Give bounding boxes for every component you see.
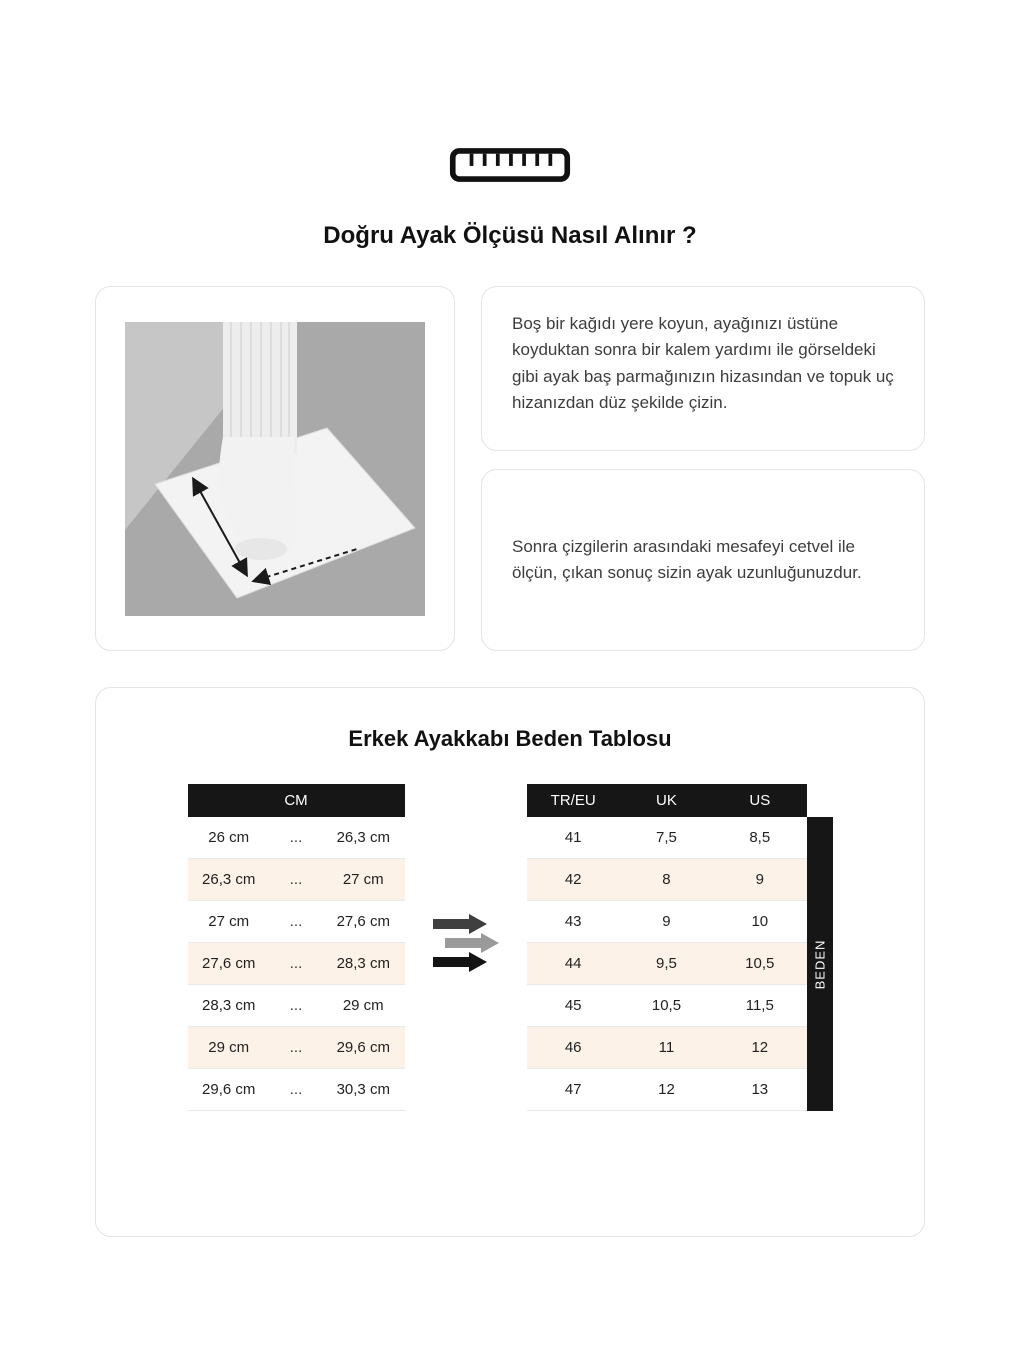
size-tr-eu: 41: [564, 829, 582, 846]
size-tr-eu: 43: [564, 913, 582, 930]
size-tr-eu: 47: [564, 1081, 582, 1098]
size-chart-card: [95, 687, 925, 1237]
international-size-group: [527, 784, 833, 1111]
header-tr-eu: TR/EU: [550, 792, 596, 809]
cm-from: 29 cm: [208, 1039, 250, 1056]
cm-to: 29,6 cm: [336, 1039, 390, 1056]
cm-to: 26,3 cm: [336, 829, 390, 846]
instruction-boxes: [481, 286, 925, 651]
cm-from: 27,6 cm: [202, 955, 256, 972]
size-uk: 12: [658, 1081, 675, 1098]
beden-side-bar: [807, 817, 833, 1111]
cm-to: 28,3 cm: [336, 955, 390, 972]
international-size-header: [527, 784, 807, 817]
instruction-step-1-text: Boş bir kağıdı yere koyun, ayağınızı üstüne koyduktan sonra bir kalem yardımı ile görseldeki gibi ayak baş parmağınızın hizasından ve topuk uç hizanızdan düz şekilde çizin.: [512, 314, 894, 413]
cm-table-row: [188, 1069, 405, 1111]
header-uk: UK: [656, 792, 677, 809]
size-table-row: [527, 901, 807, 943]
size-us: 8,5: [749, 829, 771, 846]
header-us: US: [749, 792, 771, 809]
cm-table: [188, 784, 405, 1111]
cm-table-row: [188, 817, 405, 859]
ruler-icon-wrap: [0, 0, 1020, 184]
size-uk: 9: [662, 913, 671, 930]
cm-to: 27,6 cm: [336, 913, 390, 930]
cm-table-row: [188, 985, 405, 1027]
beden-side-label: BEDEN: [812, 939, 828, 989]
cm-separator: ...: [289, 871, 303, 888]
size-table-row: [527, 817, 807, 859]
size-table-row: [527, 859, 807, 901]
cm-table-row: [188, 943, 405, 985]
cm-from: 26 cm: [208, 829, 250, 846]
cm-separator: ...: [289, 997, 303, 1014]
instruction-step-1: [481, 286, 925, 451]
cm-table-row: [188, 901, 405, 943]
size-table-row: [527, 985, 807, 1027]
instruction-step-2-text: Sonra çizgilerin arasındaki mesafeyi cetvel ile ölçün, çıkan sonuç sizin ayak uzunluğunuzdur.: [512, 536, 862, 582]
cm-table-row: [188, 1027, 405, 1069]
size-chart-title: Erkek Ayakkabı Beden Tablosu: [348, 726, 672, 751]
size-us: 12: [751, 1039, 769, 1056]
size-us: 11,5: [745, 997, 774, 1014]
cm-table-row: [188, 859, 405, 901]
size-uk: 7,5: [656, 829, 677, 846]
size-uk: 8: [662, 871, 671, 888]
page-title: Doğru Ayak Ölçüsü Nasıl Alınır ?: [323, 222, 697, 249]
cm-from: 28,3 cm: [202, 997, 256, 1014]
ruler-icon: [449, 146, 571, 184]
cm-to: 30,3 cm: [336, 1081, 390, 1098]
size-tr-eu: 45: [564, 997, 582, 1014]
cm-separator: ...: [289, 829, 303, 846]
size-us: 13: [751, 1081, 769, 1098]
transfer-arrows-wrap: [431, 912, 501, 979]
international-size-table: [527, 784, 807, 1111]
cm-to: 27 cm: [342, 871, 384, 888]
size-us: 10,5: [745, 955, 775, 972]
cm-separator: ...: [289, 913, 303, 930]
cm-to: 29 cm: [342, 997, 384, 1014]
foot-measure-photo: [125, 322, 425, 616]
size-table-row: [527, 943, 807, 985]
size-uk: 10,5: [651, 997, 682, 1014]
cm-from: 26,3 cm: [202, 871, 256, 888]
size-table-row: [527, 1069, 807, 1111]
foot-measure-photo-card: [95, 286, 455, 651]
size-uk: 11: [658, 1039, 675, 1056]
cm-separator: ...: [289, 1039, 303, 1056]
size-us: 10: [751, 913, 769, 930]
cm-separator: ...: [289, 1081, 303, 1098]
size-uk: 9,5: [656, 955, 677, 972]
cm-table-header: CM: [188, 784, 405, 817]
size-tables: [96, 784, 924, 1111]
cm-from: 27 cm: [208, 913, 250, 930]
size-us: 9: [755, 871, 764, 888]
size-tr-eu: 42: [564, 871, 582, 888]
cm-from: 29,6 cm: [202, 1081, 256, 1098]
size-table-row: [527, 1027, 807, 1069]
instructions-section: [95, 286, 925, 651]
size-tr-eu: 46: [564, 1039, 582, 1056]
instruction-step-2: [481, 469, 925, 651]
size-tr-eu: 44: [564, 955, 582, 972]
cm-separator: ...: [289, 955, 303, 972]
transfer-arrows-icon: [431, 912, 501, 974]
